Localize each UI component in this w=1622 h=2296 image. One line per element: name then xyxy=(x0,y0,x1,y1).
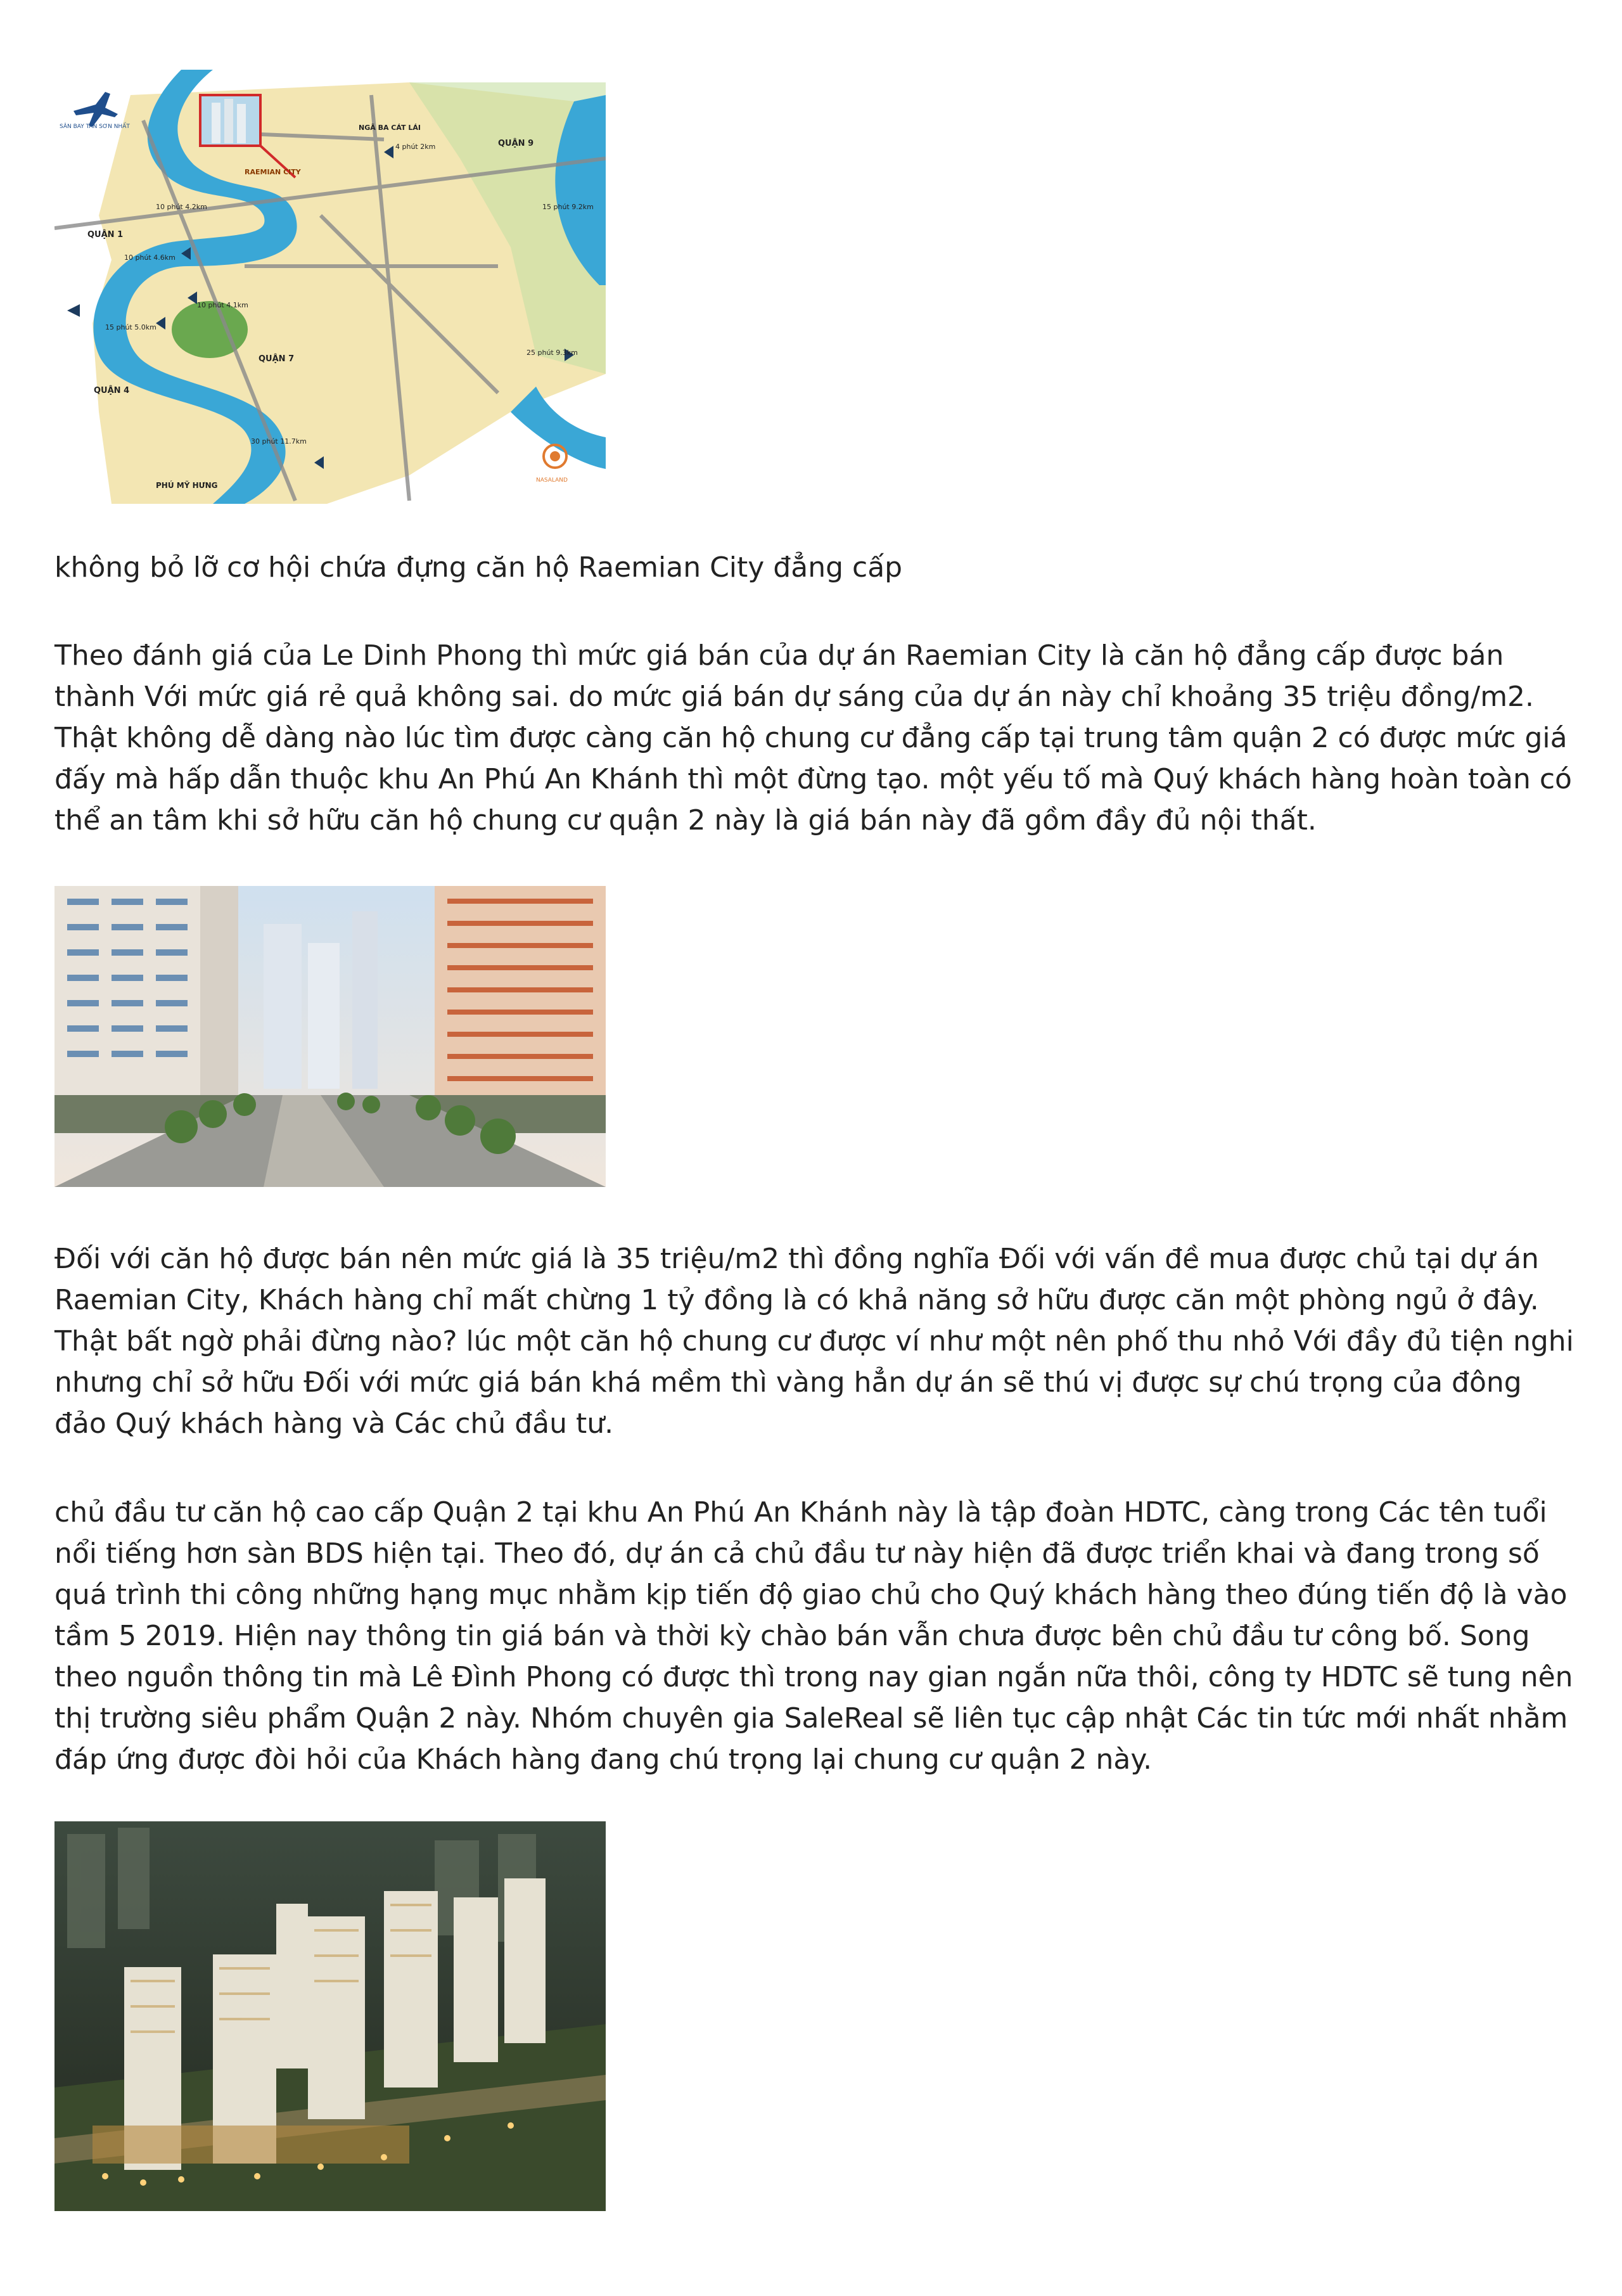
map-nga-ba-label: NGÃ BA CÁT LÁI xyxy=(359,124,421,132)
map-district-4: QUẬN 4 xyxy=(94,386,130,395)
map-time-8: 30 phút 11.7km xyxy=(251,437,307,446)
map-time-1: 10 phút 4.2km xyxy=(156,203,207,211)
paragraph-1: Theo đánh giá của Le Dinh Phong thì mức giá bán của dự án Raemian City là căn hộ đẳng cấp được bán thành Với mức giá rẻ quả không sai. do mức giá bán dự sáng của dự án này chỉ khoảng 35 triệu đồng/m2. Thật không dễ dàng nào lúc tìm được càng căn hộ chung cư đẳng cấp tại trung tâm quận 2 có được mức giá đấy mà hấp dẫn thuộc khu An Phú An Khánh thì một đừng tạo. một yếu tố mà Quý khách hàng hoàn toàn có thể an tâm khi sở hữu căn hộ chung cư quận 2 này là giá bán này đã gồm đầy đủ nội thất. xyxy=(54,639,1572,837)
street-view-image xyxy=(54,886,606,1187)
paragraph-2: Đối với căn hộ được bán nên mức giá là 35 triệu/m2 thì đồng nghĩa Đối với vấn đề mua được chủ tại dự án Raemian City, Khách hàng chỉ mất chừng 1 tỷ đồng là có khả năng sở hữu được căn một phòng ngủ ở đây. Thật bất ngờ phải đừng nào? lúc một căn hộ chung cư được ví như một nên phố thu nhỏ Với đầy đủ tiện nghi nhưng chỉ sở hữu Đối với mức giá bán khá mềm thì vàng hẳn dự án sẽ thú vị được sự chú trọng của đông đảo Quý khách hàng và Các chủ đầu tư. xyxy=(54,1243,1574,1440)
map-time-2: 10 phút 4.6km xyxy=(124,253,176,262)
paragraph-3: chủ đầu tư căn hộ cao cấp Quận 2 tại khu An Phú An Khánh này là tập đoàn HDTC, càng trong Các tên tuổi nổi tiếng hơn sàn BDS hiện tại. Theo đó, dự án cả chủ đầu tư này hiện đã được triển khai và đang trong số quá trình thi công những hạng mục nhằm kịp tiến độ giao chủ cho Quý khách hàng theo đúng tiến độ là vào tầm 5 2019. Hiện nay thông tin giá bán và thời kỳ chào bán vẫn chưa được bên chủ đầu tư công bố. Song theo nguồn thông tin mà Lê Đình Phong có được thì trong nay gian ngắn nữa thôi, công ty HDTC sẽ tung nên thị trường siêu phẩm Quận 2 này. Nhóm chuyên gia SaleReal sẽ liên tục cập nhật Các tin tức mới nhất nhằm đáp ứng được đòi hỏi của Khách hàng đang chú trọng lại chung cư quận 2 này. xyxy=(54,1496,1573,1776)
map-airport-label: SÂN BAY TÂN SƠN NHẤT xyxy=(60,124,130,130)
map-time-7: 25 phút 9.3km xyxy=(527,349,578,357)
map-time-6: 15 phút 9.2km xyxy=(542,203,594,211)
map-project-label: RAEMIAN CITY xyxy=(245,168,301,176)
map-brand-label: NASALAND xyxy=(536,477,568,484)
map-time-4: 15 phút 5.0km xyxy=(105,323,156,331)
map-district-1: QUẬN 1 xyxy=(87,230,124,240)
aerial-night-image xyxy=(54,1821,606,2211)
map-district-9: QUẬN 9 xyxy=(498,139,534,148)
map-time-5: 4 phút 2km xyxy=(395,143,436,151)
map-time-3: 10 phút 4.1km xyxy=(197,301,248,309)
caption-text: không bỏ lỡ cơ hội chứa đựng căn hộ Raemian City đẳng cấp xyxy=(54,551,903,584)
map-district-7: QUẬN 7 xyxy=(259,354,295,364)
map-pmh-label: PHÚ MỸ HƯNG xyxy=(156,481,218,490)
location-map-image xyxy=(54,57,606,504)
